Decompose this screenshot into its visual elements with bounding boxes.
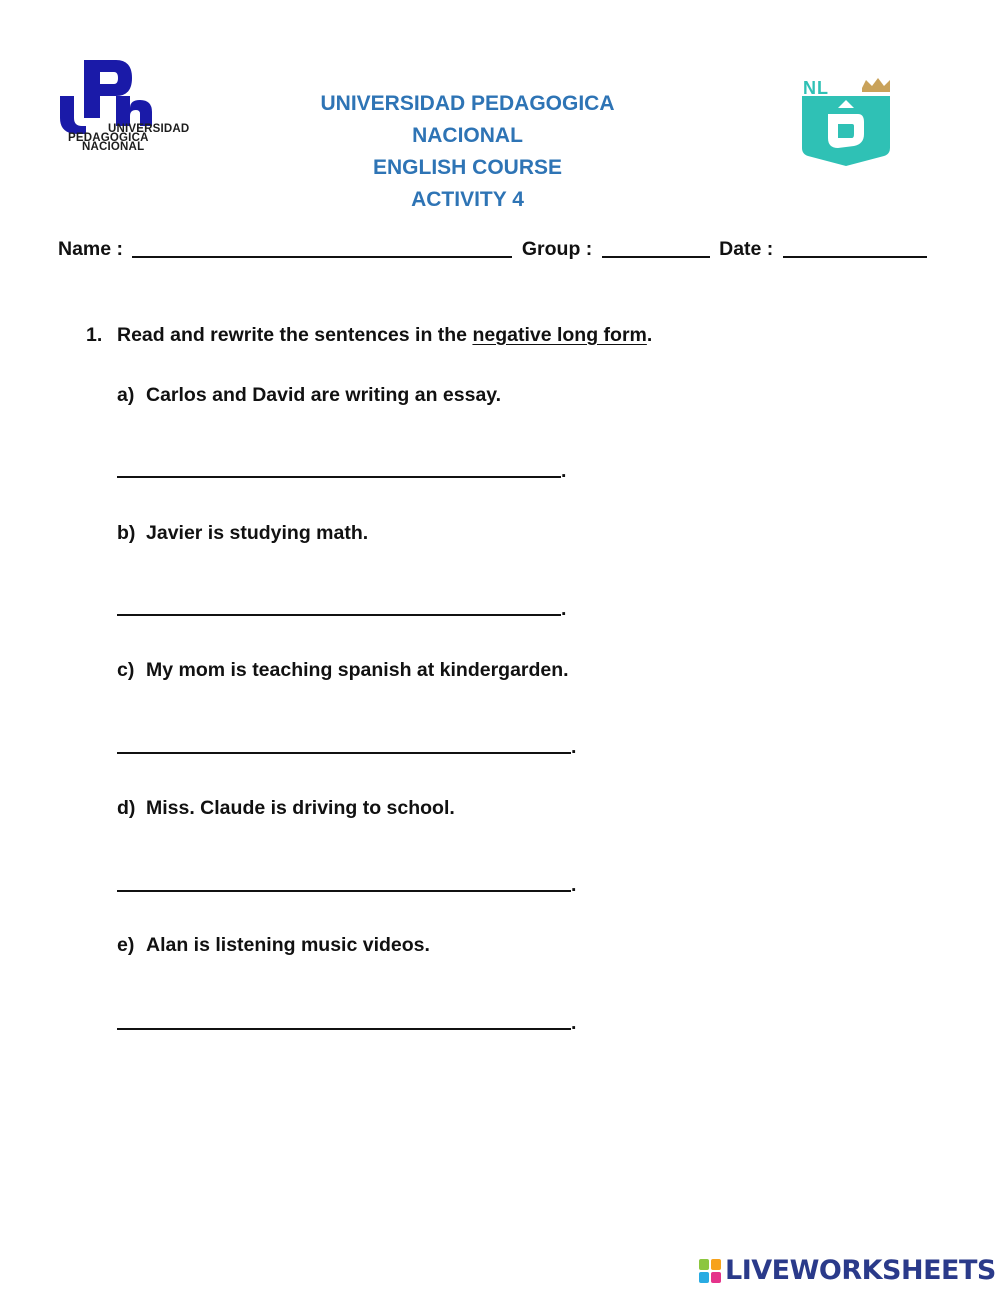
exercise-instruction	[86, 324, 652, 347]
instruction-end: .	[646, 324, 653, 346]
liveworksheets-logo-icon	[698, 1258, 722, 1284]
exercise-item-b	[117, 522, 368, 545]
exercise-item-a	[117, 384, 501, 407]
page-title	[300, 88, 635, 216]
date-field[interactable]	[783, 238, 927, 258]
title-line-1: UNIVERSIDAD PEDAGOGICA	[320, 92, 615, 115]
nl-logo-text: NL	[803, 78, 829, 98]
answer-period: .	[571, 736, 577, 758]
item-sentence: Carlos and David are writing an essay.	[146, 384, 502, 406]
logo-line-3: NACIONAL	[82, 141, 145, 153]
instruction-emphasis: negative long form	[472, 324, 647, 346]
item-letter: b)	[117, 522, 136, 544]
group-label: Group :	[521, 238, 593, 260]
exercise-item-d	[117, 797, 455, 820]
instruction-text: Read and rewrite the sentences in the	[117, 324, 473, 346]
exercise-item-c	[117, 659, 569, 682]
answer-line-d[interactable]	[117, 872, 577, 896]
logo-line-2: PEDAGOGICA	[68, 132, 149, 144]
answer-line-c[interactable]	[117, 734, 577, 758]
answer-period: .	[571, 874, 577, 896]
answer-line-e[interactable]	[117, 1010, 577, 1034]
item-letter: e)	[117, 934, 135, 956]
date-label: Date :	[719, 238, 774, 260]
item-letter: d)	[117, 797, 136, 819]
item-sentence: My mom is teaching spanish at kindergarden.	[146, 659, 569, 681]
logo-line-1: UNIVERSIDAD	[108, 123, 190, 135]
name-field[interactable]	[132, 238, 512, 258]
answer-period: .	[561, 598, 567, 620]
name-label: Name :	[58, 238, 124, 260]
item-sentence: Alan is listening music videos.	[146, 934, 430, 956]
title-line-3: ENGLISH COURSE	[372, 156, 563, 179]
item-sentence: Javier is studying math.	[146, 522, 369, 544]
answer-line-b[interactable]	[117, 596, 567, 620]
answer-line-a[interactable]	[117, 458, 567, 482]
title-line-4: ACTIVITY 4	[411, 188, 524, 211]
brand-name: LIVEWORKSHEETS	[725, 1255, 996, 1286]
item-sentence: Miss. Claude is driving to school.	[146, 797, 455, 819]
title-line-2: NACIONAL	[412, 124, 523, 147]
group-field[interactable]	[602, 238, 710, 258]
item-letter: c)	[117, 659, 135, 681]
exercise-number: 1.	[86, 324, 103, 346]
answer-period: .	[561, 460, 567, 482]
exercise-item-e	[117, 934, 430, 957]
answer-period: .	[571, 1012, 577, 1034]
upn-logo-text	[68, 125, 189, 152]
liveworksheets-brand[interactable]	[698, 1254, 996, 1288]
student-info-line	[58, 238, 958, 261]
item-letter: a)	[117, 384, 135, 406]
